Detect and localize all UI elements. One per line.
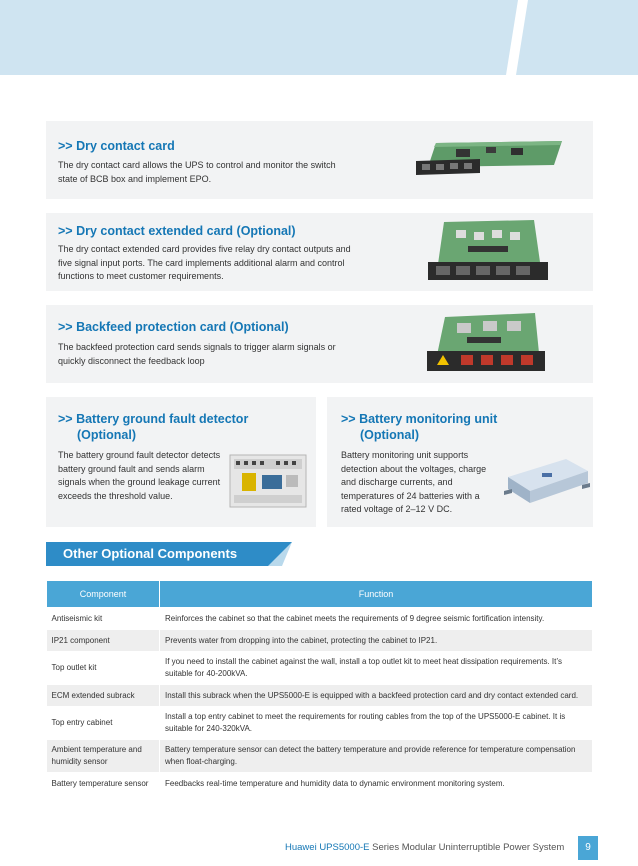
dry-contact-card-image [416,139,564,182]
ground-fault-detector-image [228,453,308,514]
function-cell: Reinforces the cabinet so that the cabinet meets the requirements of 9 degree seismic fortification intensity. [160,608,593,630]
function-cell: Prevents water from dropping into the cabinet, protecting the cabinet to IP21. [160,630,593,652]
card-description: The dry contact extended card provides five relay dry contact outputs and five signal input ports. The card implements additional alarm and control functions to meet customer requirements. [58,244,351,281]
card-title: >> Dry contact card [58,139,175,153]
component-cell: Top outlet kit [47,652,160,685]
page-number: 9 [578,836,598,860]
table-header-row [47,581,593,608]
function-cell: If you need to install the cabinet against the wall, install a top outlet kit to meet heat dissipation requirements. It’s suitable for 40-200kVA. [160,652,593,685]
component-cell: IP21 component [47,630,160,652]
footer-product-line [285,842,564,854]
card-description: The dry contact card allows the UPS to control and monitor the switch state of BCB box and implement EPO. [58,160,336,184]
card-description: The backfeed protection card sends signals to trigger alarm signals or quickly disconnect the feedback loop [58,342,336,366]
section-title: Other Optional Components [63,546,238,561]
battery-monitoring-unit-image [502,455,592,514]
column-header-function: Function [160,581,593,608]
card-description: Battery monitoring unit supports detection about the voltages, charge and discharge currents, and temperatures of 24 batteries with a rated voltage of 2–12 V DC. [341,450,487,514]
card-title-line-2: (Optional) [360,428,420,442]
column-header-component: Component [47,581,160,608]
section-header-other-optional-components [46,542,292,566]
backfeed-protection-card-image [427,311,547,380]
card-title-line-1: >> Battery monitoring unit [341,412,498,426]
footer-series: Series Modular Uninterruptible Power System [369,842,565,853]
table-row [47,608,593,630]
component-cell: Battery temperature sensor [47,773,160,795]
top-banner [0,0,638,75]
card-backfeed-protection [46,305,593,383]
function-cell: Install a top entry cabinet to meet the requirements for routing cables from the top of the UPS5000-E cabinet. It is suitable for 240-320kVA. [160,707,593,740]
table-row [47,773,593,795]
card-title: >> Backfeed protection card (Optional) [58,320,289,334]
footer-brand: Huawei UPS5000-E [285,842,370,853]
card-battery-ground-fault-detector [46,397,316,527]
function-cell: Feedbacks real-time temperature and humidity data to dynamic environment monitoring system. [160,773,593,795]
component-cell: ECM extended subrack [47,685,160,707]
card-title-line-1: >> Battery ground fault detector [58,412,249,426]
components-table [46,580,593,795]
function-cell: Install this subrack when the UPS5000-E is equipped with a backfeed protection card and dry contact extended card. [160,685,593,707]
card-title: >> Dry contact extended card (Optional) [58,224,296,238]
card-title [341,411,581,443]
card-dry-contact-extended [46,213,593,291]
card-title-line-2: (Optional) [77,428,137,442]
component-cell: Top entry cabinet [47,707,160,740]
table-row [47,685,593,707]
function-cell: Battery temperature sensor can detect the battery temperature and provide reference for temperature compensation when float-charging. [160,740,593,773]
table-row [47,652,593,685]
card-dry-contact [46,121,593,199]
card-description: The battery ground fault detector detects battery ground fault and sends alarm signals when the ground leakage current exceeds the threshold value. [58,450,221,501]
table-row [47,707,593,740]
component-cell: Ambient temperature and humidity sensor [47,740,160,773]
card-title [58,411,298,443]
table-row [47,740,593,773]
card-battery-monitoring-unit [327,397,593,527]
table-row [47,630,593,652]
dry-contact-extended-card-image [428,218,548,289]
component-cell: Antiseismic kit [47,608,160,630]
